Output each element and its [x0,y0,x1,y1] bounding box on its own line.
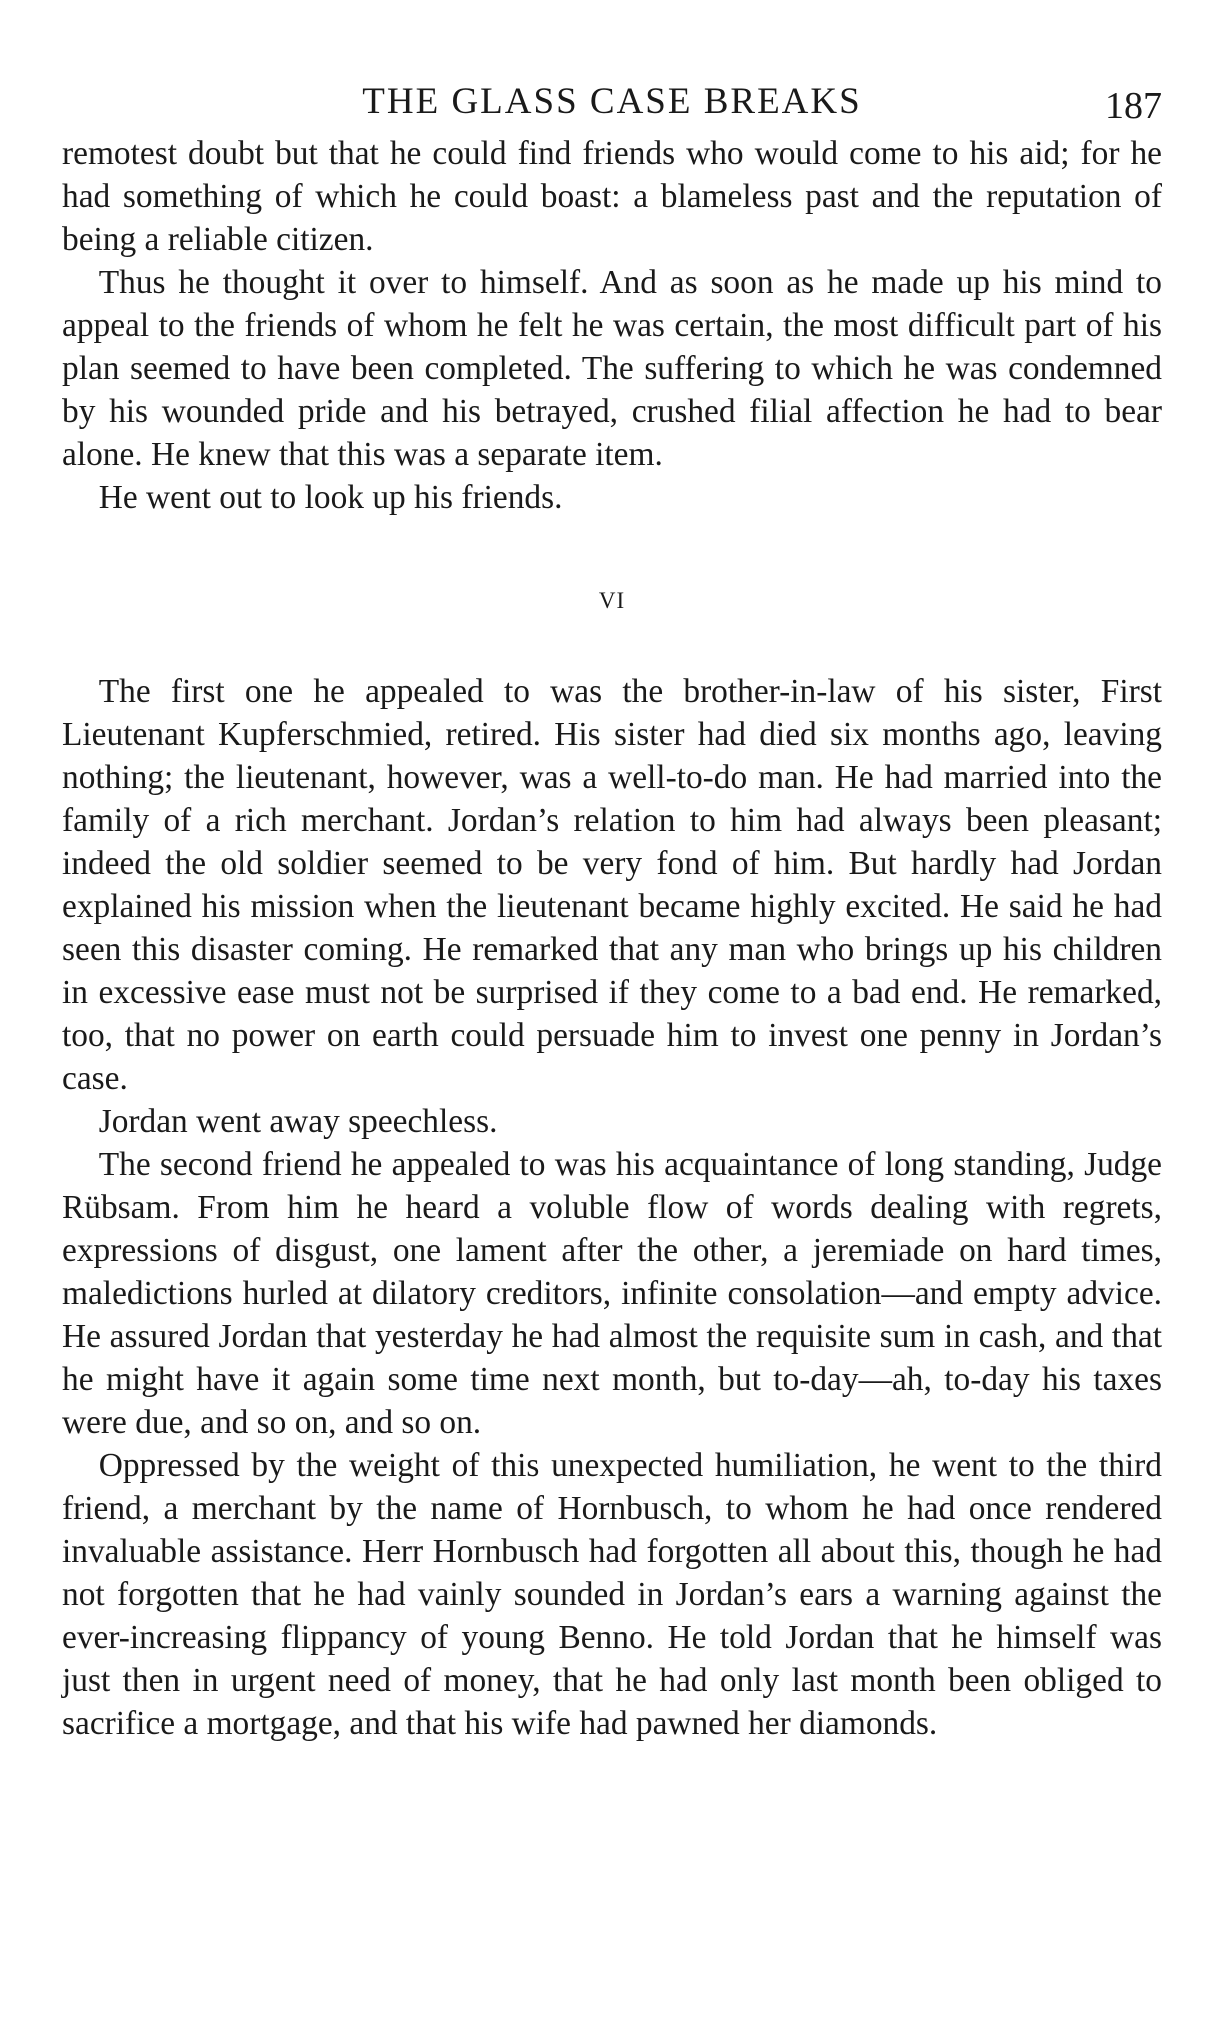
paragraph: remotest doubt but that he could find friends who would come to his aid; for he had something of which he could boast: a blameless past and the reputation of being a reliable citizen. [62,135,1162,258]
paragraph: Thus he thought it over to himself. And as soon as he made up his mind to appeal to the friends of whom he felt he was certain, the most difficult part of his plan seemed to have been completed. The suffering to which he was condemned by his wounded pride and his betrayed, crushed filial affection he had to bear alone. He knew that this was a separate item. [62,264,1162,473]
page-number: 187 [1105,85,1162,127]
paragraph: The first one he appealed to was the brother-in-law of his sister, First Lieutenant Kupferschmied, retired. His sister had died six months ago, leaving nothing; the lieutenant, however, was a well-to-do man. He had married into the family of a rich merchant. Jordan’s relation to him had always been pleasant; indeed the old soldier seemed to be very fond of him. But hardly had Jordan explained his mission when the lieutenant became highly excited. He said he had seen this disaster coming. He remarked that any man who brings up his children in excessive ease must not be surprised if they come to a bad end. He remarked, too, that no power on earth could persuade him to invest one penny in Jordan’s case. [62,673,1162,1097]
paragraph: Oppressed by the weight of this unexpected humiliation, he went to the third friend, a merchant by the name of Hornbusch, to whom he had once rendered invaluable assistance. Herr Hornbusch had forgotten all about this, though he had not forgotten that he had vainly sounded in Jordan’s ears a warning against the ever-increasing flippancy of young Benno. He told Jordan that he himself was just then in urgent need of money, that he had only last month been obliged to sacrifice a mortgage, and that his wife had pawned her diamonds. [62,1447,1162,1742]
paragraph: He went out to look up his friends. [98,479,563,516]
section-heading: VI [598,588,626,613]
paragraph: The second friend he appealed to was his acquaintance of long standing, Judge Rübsam. From him he heard a voluble flow of words dealing with regrets, expressions of disgust, one lament after the other, a jeremiade on hard times, maledictions hurled at dilatory creditors, infinite consolation—and empty advice. He assured Jordan that yesterday he had almost the requisite sum in cash, and that he might have it again some time next month, but to-day—ah, to-day his taxes were due, and so on, and so on. [62,1146,1162,1441]
running-head [62,72,1162,132]
running-title: THE GLASS CASE BREAKS [362,81,862,122]
body-text [62,132,1162,1745]
paragraph: Jordan went away speechless. [98,1103,498,1140]
